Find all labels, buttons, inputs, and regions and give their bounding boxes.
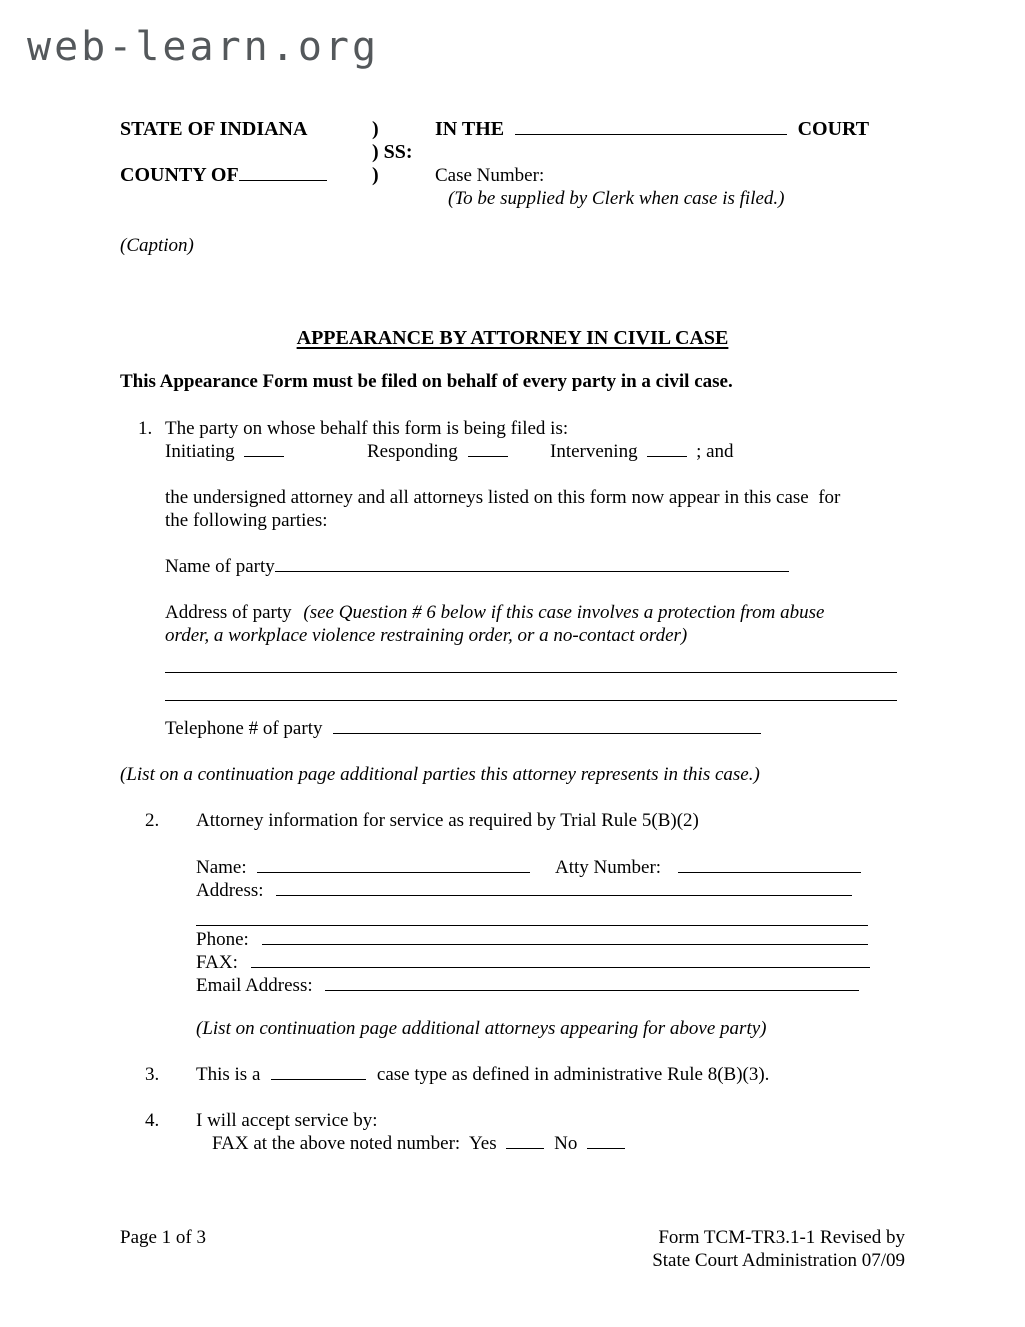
site-logo: web-learn.org xyxy=(27,24,380,70)
address-blank-line-1 xyxy=(165,672,897,673)
initiating-blank-field xyxy=(244,440,284,457)
attorney-name-row xyxy=(196,856,530,879)
item2-heading: Attorney information for service as required by Trial Rule 5(B)(2) xyxy=(196,810,699,831)
fax-row xyxy=(196,951,870,974)
form-revision-line1: Form TCM-TR3.1-1 Revised by xyxy=(658,1227,905,1248)
header-court: COURT xyxy=(797,118,870,141)
item1-para-line1: the undersigned attorney and all attorneys listed on this form now appear in this case for xyxy=(165,487,841,508)
intervening-blank-field xyxy=(647,440,687,457)
continuation-note-attorneys: (List on continuation page additional attorneys appearing for above party) xyxy=(196,1018,767,1039)
intervening-option xyxy=(550,440,734,463)
responding-option xyxy=(367,440,508,463)
case-type-blank-field xyxy=(271,1063,366,1080)
attorney-name-label: Name: xyxy=(196,857,247,879)
address-blank-line-2 xyxy=(165,700,897,701)
form-title: APPEARANCE BY ATTORNEY IN CIVIL CASE xyxy=(296,327,729,349)
atty-number-label: Atty Number: xyxy=(555,857,662,879)
item1-para-line2: the following parties: xyxy=(165,510,328,531)
attorney-address-blank-line-2 xyxy=(196,925,868,926)
item3-suffix: case type as defined in administrative Rule 8(B)(3). xyxy=(376,1064,770,1086)
telephone-blank-field xyxy=(333,717,761,734)
responding-label: Responding xyxy=(367,441,458,463)
county-blank-field xyxy=(239,164,327,181)
header-state: STATE OF INDIANA xyxy=(120,118,308,140)
item3-number: 3. xyxy=(145,1064,160,1085)
header-county-line xyxy=(120,164,327,187)
atty-number-row xyxy=(555,856,861,879)
email-blank-field xyxy=(325,974,859,991)
fax-service-prefix: FAX at the above noted number: Yes xyxy=(212,1133,497,1155)
court-name-blank-field xyxy=(515,118,787,135)
header-in-the: IN THE xyxy=(435,118,505,141)
item1-number: 1. xyxy=(138,418,153,439)
no-blank-field xyxy=(587,1132,625,1149)
item3-row xyxy=(196,1063,769,1086)
attorney-name-blank-field xyxy=(257,856,530,873)
phone-row xyxy=(196,928,868,951)
fax-blank-field xyxy=(251,951,870,968)
item3-prefix: This is a xyxy=(196,1064,261,1086)
intro-sentence: This Appearance Form must be filed on behalf of every party in a civil case. xyxy=(120,371,733,392)
initiating-label: Initiating xyxy=(165,441,235,463)
attorney-address-row xyxy=(196,879,852,902)
phone-blank-field xyxy=(262,928,868,945)
telephone-row xyxy=(165,717,761,740)
clerk-note: (To be supplied by Clerk when case is filed.) xyxy=(448,188,785,209)
attorney-address-label: Address: xyxy=(196,880,264,902)
caption-placeholder: (Caption) xyxy=(120,235,194,256)
yes-blank-field xyxy=(506,1132,544,1149)
continuation-note-parties: (List on a continuation page additional parties this attorney represents in this case.) xyxy=(120,764,760,785)
email-row xyxy=(196,974,859,997)
address-note-line1: (see Question # 6 below if this case involves a protection from abuse xyxy=(303,602,825,623)
email-label: Email Address: xyxy=(196,975,313,997)
item4-line1: I will accept service by: xyxy=(196,1110,378,1131)
atty-number-blank-field xyxy=(678,856,861,873)
name-of-party-row xyxy=(165,555,789,578)
form-revision-line2: State Court Administration 07/09 xyxy=(652,1250,905,1271)
and-suffix: ; and xyxy=(696,441,734,463)
header-court-line xyxy=(435,118,869,141)
address-of-party-label: Address of party xyxy=(165,602,292,623)
header-paren-1: ) xyxy=(372,118,379,140)
item2-number: 2. xyxy=(145,810,160,831)
form-revision-block xyxy=(652,1226,905,1272)
item4-number: 4. xyxy=(145,1110,160,1131)
responding-blank-field xyxy=(468,440,508,457)
item1-line1: The party on whose behalf this form is being filed is: xyxy=(165,418,569,439)
name-of-party-blank-field xyxy=(275,555,789,572)
address-of-party-row xyxy=(165,601,824,624)
telephone-label: Telephone # of party xyxy=(165,718,323,740)
item4-fax-row xyxy=(212,1132,625,1155)
fax-label: FAX: xyxy=(196,952,238,974)
header-county-of: COUNTY OF xyxy=(120,164,239,187)
phone-label: Phone: xyxy=(196,929,249,951)
title-row xyxy=(0,327,1025,350)
name-of-party-label: Name of party xyxy=(165,556,275,578)
header-ss: ) SS: xyxy=(372,141,413,163)
address-note-line2: order, a workplace violence restraining order, or a no-contact order) xyxy=(165,625,688,646)
header-case-number: Case Number: xyxy=(435,165,545,186)
no-label: No xyxy=(554,1133,578,1155)
initiating-option xyxy=(165,440,284,463)
header-paren-3: ) xyxy=(372,164,379,186)
intervening-label: Intervening xyxy=(550,441,638,463)
page-number: Page 1 of 3 xyxy=(120,1227,207,1248)
attorney-address-blank-field xyxy=(276,879,852,896)
